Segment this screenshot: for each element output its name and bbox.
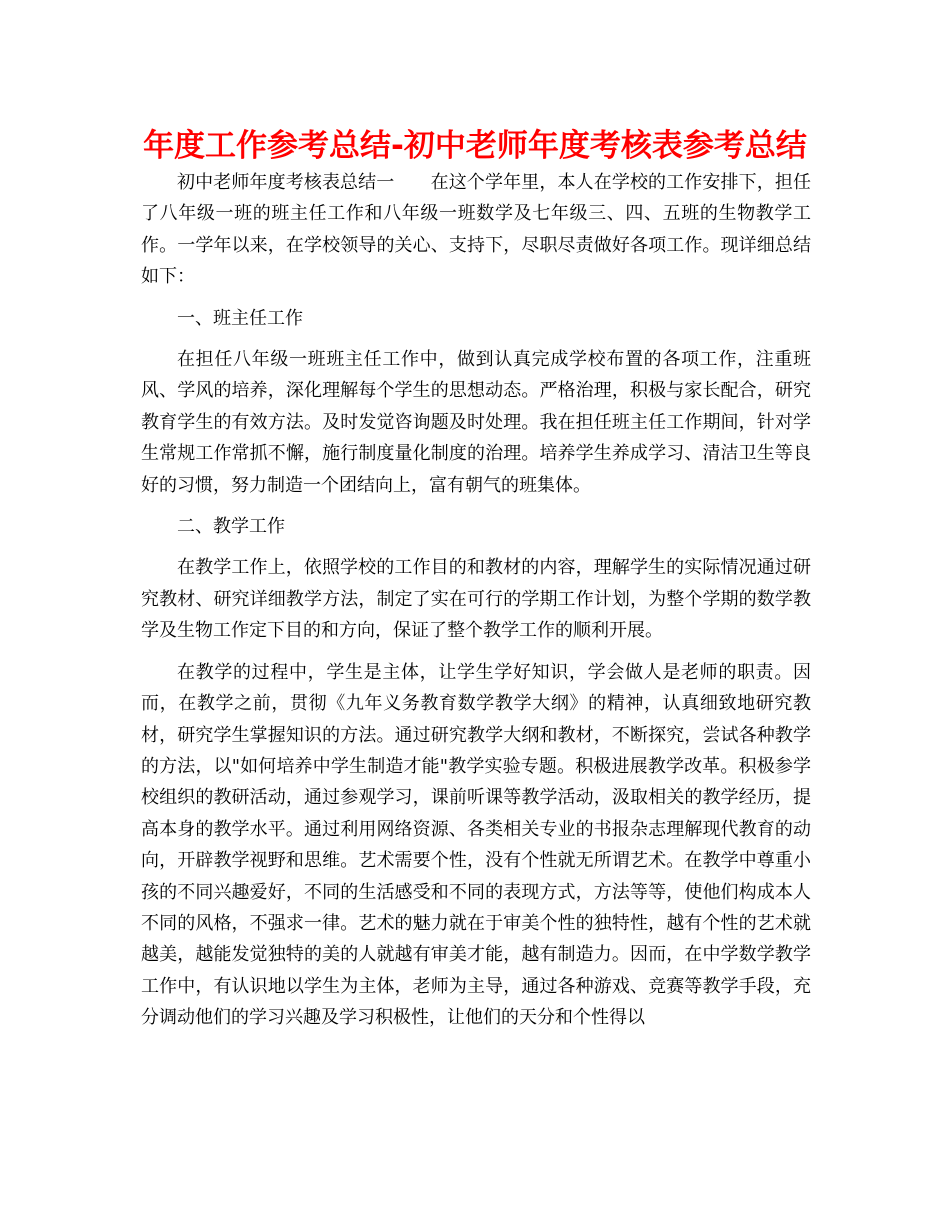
paragraph-teaching-process: 在教学的过程中，学生是主体，让学生学好知识，学会做人是老师的职责。因而，在教学之前，贯彻《九年义务教育数学教学大纲》的精神，认真细致地研究教材，研究学生掌握知识的方法。通过研究教学大纲和教材，不断探究，尝试各种教学的方法，以"如何培养中学生制造才能"教学实验专题。积极进展教学改革。积极参学校组织的教研活动，通过参观学习，课前听课等教学活动，汲取相关的教学经历，提高本身的教学水平。通过利用网络资源、各类相关专业的书报杂志理解现代教育的动向，开辟教学视野和思维。艺术需要个性，没有个性就无所谓艺术。在教学中尊重小孩的不同兴趣爱好，不同的生活感受和不同的表现方式，方法等等，使他们构成本人不同的风格，不强求一律。艺术的魅力就在于审美个性的独特性，越有个性的艺术就越美，越能发觉独特的美的人就越有审美才能，越有制造力。因而，在中学数学教学工作中，有认识地以学生为主体，老师为主导，通过各种游戏、竞赛等教学手段，充分调动他们的学习兴趣及学习积极性，让他们的天分和个性得以 <box>141 661 811 1029</box>
section-heading-teaching: 二、教学工作 <box>177 516 285 538</box>
paragraph-intro: 初中老师年度考核表总结一 在这个学年里，本人在学校的工作安排下，担任了八年级一班的班主任工作和八年级一班数学及七年级三、四、五班的生物教学工作。一学年以来，在学校领导的关心、支持下，尽职尽责做好各项工作。现详细总结如下： <box>141 172 811 288</box>
paragraph-teaching-plan: 在教学工作上，依照学校的工作目的和教材的内容，理解学生的实际情况通过研究教材、研究详细教学方法，制定了实在可行的学期工作计划，为整个学期的数学教学及生物工作定下目的和方向，保证了整个教学工作的顺利开展。 <box>141 557 811 642</box>
paragraph-class-teacher-work: 在担任八年级一班班主任工作中，做到认真完成学校布置的各项工作，注重班风、学风的培养，深化理解每个学生的思想动态。严格治理，积极与家长配合，研究教育学生的有效方法。及时发觉咨询题及时处理。我在担任班主任工作期间，针对学生常规工作常抓不懈，施行制度量化制度的治理。培养学生养成学习、清洁卫生等良好的习惯，努力制造一个团结向上，富有朝气的班集体。 <box>141 349 811 496</box>
document-title: 年度工作参考总结-初中老师年度考核表参考总结 <box>143 128 807 164</box>
document-body <box>141 167 811 1034</box>
section-heading-class-teacher: 一、班主任工作 <box>177 307 303 329</box>
